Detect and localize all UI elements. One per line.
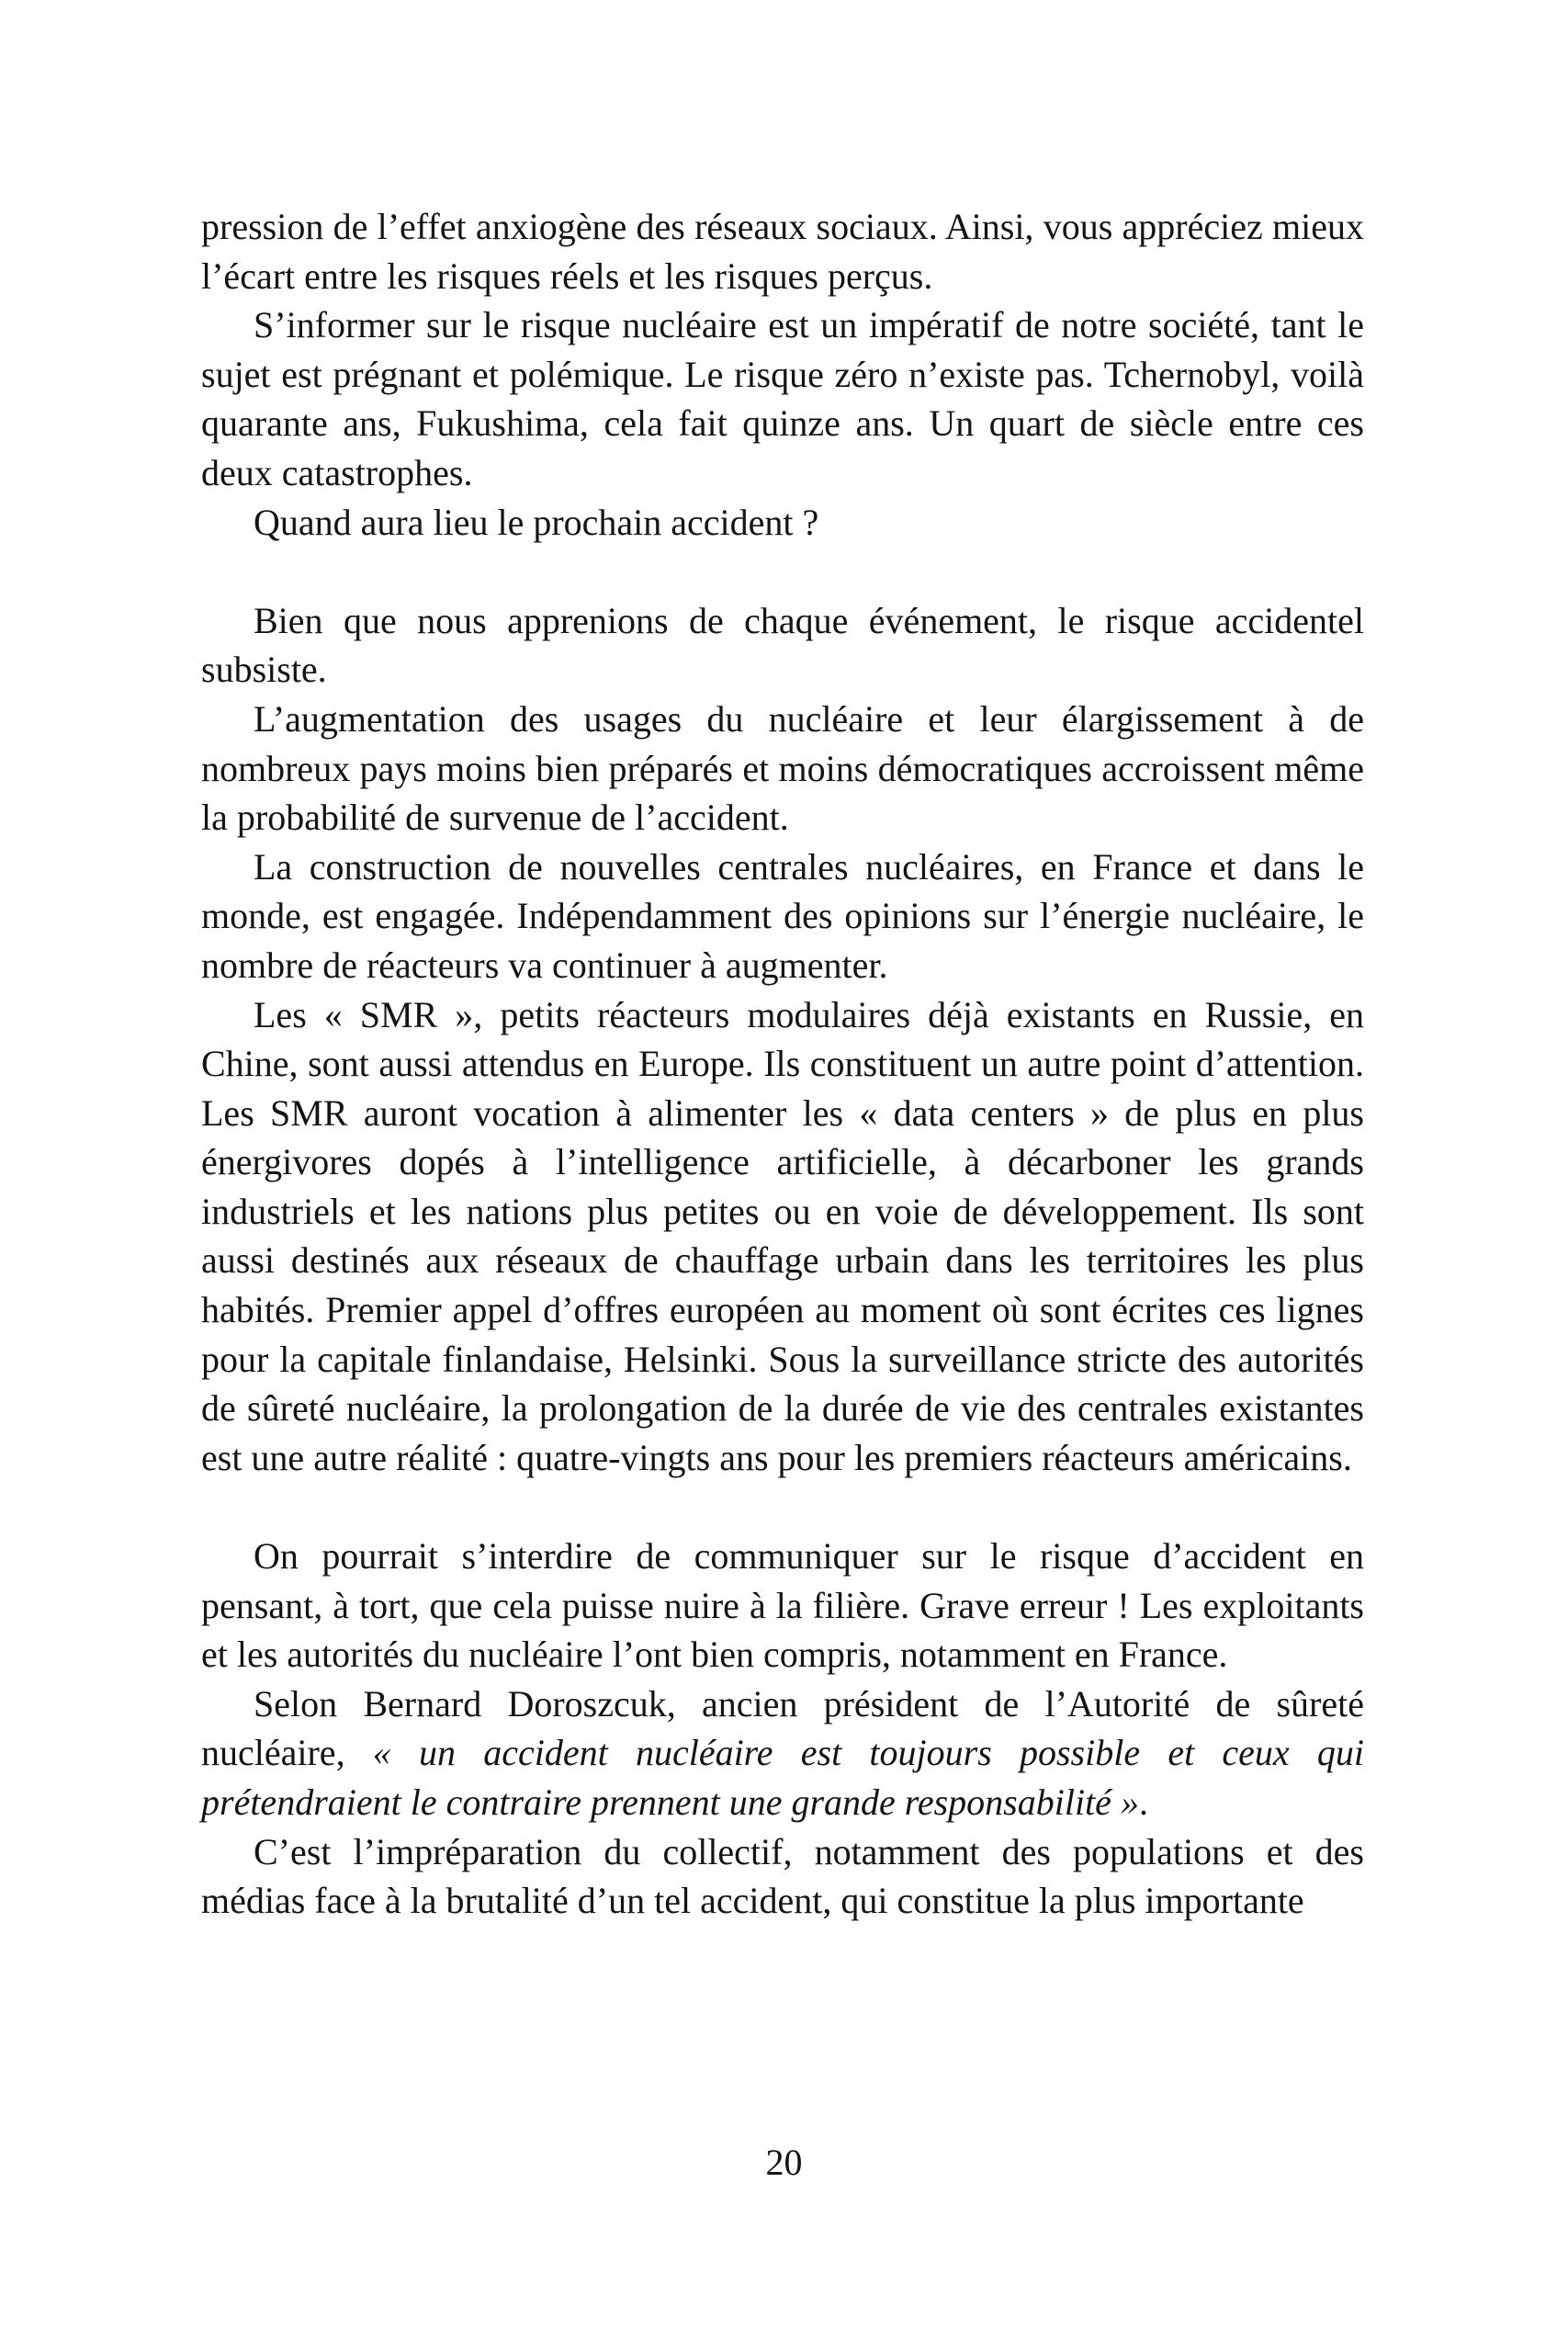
body-text <box>201 202 1364 1926</box>
paragraph-communiquer: On pourrait s’interdire de communiquer sur le risque d’accident en pensant, à tort, que cela puisse nuire à la filière. Grave erreur ! Les exploitants et les autorités du nucléaire l’ont bien compris, notamment en France. <box>201 1535 1364 1676</box>
paragraph-impreparation: C’est l’impréparation du collectif, notamment des populations et des médias face à la brutalité d’un tel accident, qui constitue la plus importante <box>201 1830 1364 1922</box>
page-number: 20 <box>765 2142 803 2183</box>
paragraph-smr: Les « SMR », petits réacteurs modulaires déjà existants en Russie, en Chine, sont aussi attendus en Europe. Ils constituent un autre point d’attention. Les SMR auront vocation à alimenter les « data centers » de plus en plus énergivores dopés à l’intelligence artificielle, à décarboner les grands industriels et les nations plus petites ou en voie de développement. Ils sont aussi destinés aux réseaux de chauffage urbain dans les territoires les plus habités. Premier appel d’offres européen au moment où sont écrites ces lignes pour la capitale finlandaise, Helsinki. Sous la surveillance stricte des autorités de sûreté nucléaire, la prolongation de la durée de vie des centrales existantes est une autre réalité : quatre-vingts ans pour les premiers réacteurs américains. <box>201 993 1364 1478</box>
paragraph-continuation: pression de l’effet anxiogène des réseaux sociaux. Ainsi, vous appréciez mieux l’écart entre les risques réels et les risques perçus. <box>201 206 1364 297</box>
paragraph-question: Quand aura lieu le prochain accident ? <box>254 501 819 543</box>
citation-end: . <box>1138 1781 1148 1823</box>
citation-quote: « un accident nucléaire est toujours possible et ceux qui prétendraient le contraire prennent une grande responsabilité » <box>201 1732 1365 1823</box>
paragraph-risque-subsiste: Bien que nous apprenions de chaque événement, le risque accidentel subsiste. <box>201 599 1364 691</box>
paragraph-citation <box>201 1679 1364 1827</box>
paragraph-informer: S’informer sur le risque nucléaire est un impératif de notre société, tant le sujet est prégnant et polémique. Le risque zéro n’existe pas. Tchernobyl, voilà quarante ans, Fukushima, cela fait quinze ans. Un quart de siècle entre ces deux catastrophes. <box>201 304 1364 493</box>
paragraph-construction: La construction de nouvelles centrales nucléaires, en France et dans le monde, est engagée. Indépendamment des opinions sur l’énergie nucléaire, le nombre de réacteurs va continuer à augmenter. <box>201 845 1364 986</box>
paragraph-augmentation: L’augmentation des usages du nucléaire et leur élargissement à de nombreux pays moins bien préparés et moins démocratiques accroissent même la probabilité de survenue de l’accident. <box>201 697 1364 839</box>
citation-intro: Selon Bernard Doroszcuk, ancien président de l’Autorité de sûreté nucléaire, <box>201 1682 1364 1774</box>
